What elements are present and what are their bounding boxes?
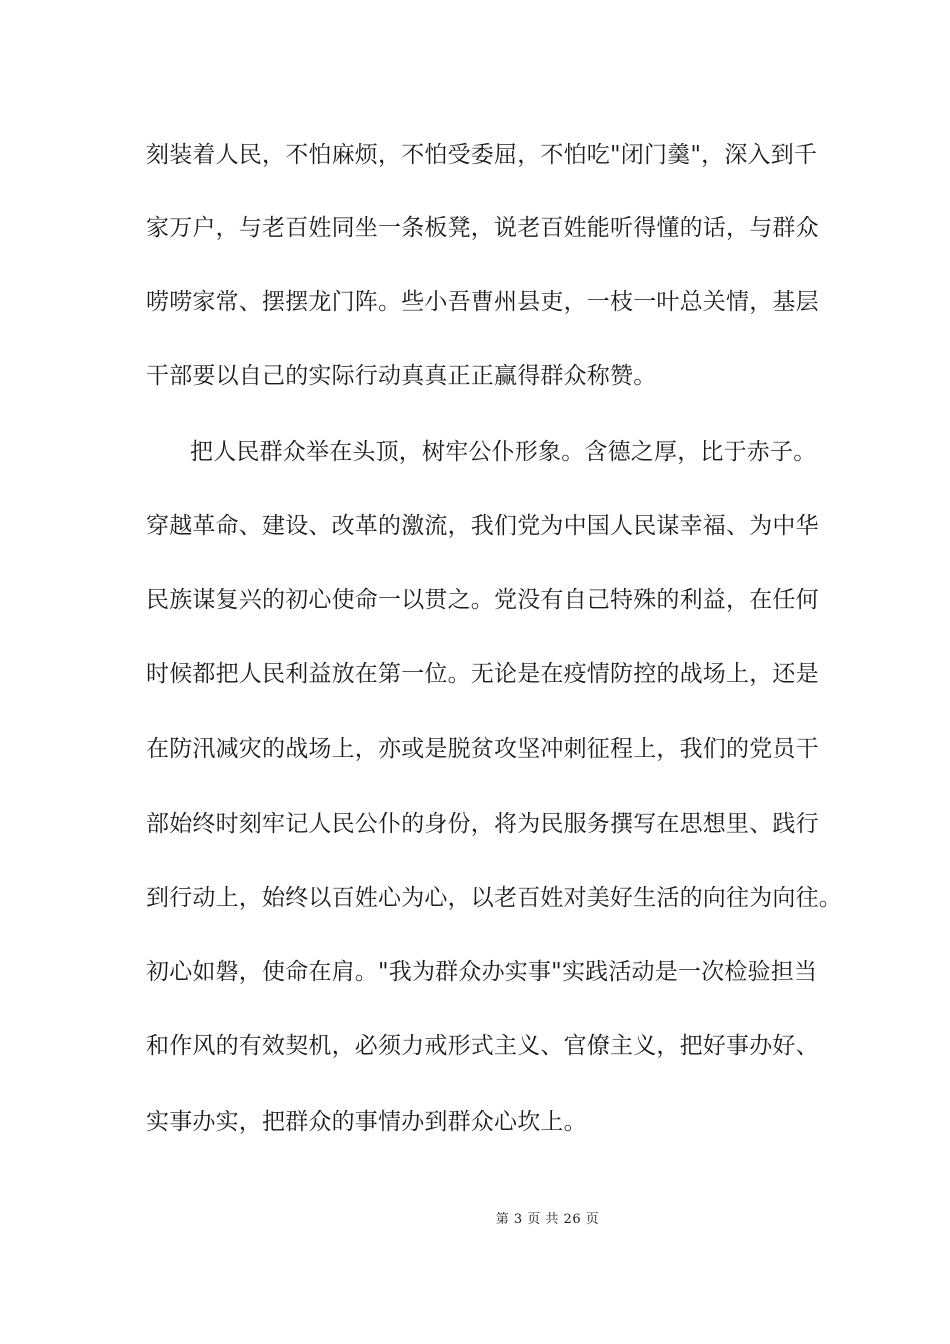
text-line: 干部要以自己的实际行动真真正正赢得群众称赞。 — [146, 363, 657, 389]
text-line: 家万户，与老百姓同坐一条板凳，说老百姓能听得懂的话，与群众 — [146, 215, 819, 241]
text-line: 唠唠家常、摆摆龙门阵。些小吾曹州县吏，一枝一叶总关情，基层 — [146, 289, 819, 315]
text-line: 在防汛减灾的战场上，亦或是脱贫攻坚冲刺征程上，我们的党员干 — [146, 736, 819, 762]
text-line: 部始终时刻牢记人民公仆的身份，将为民服务撰写在思想里、践行 — [146, 811, 819, 837]
text-line: 时候都把人民利益放在第一位。无论是在疫情防控的战场上，还是 — [146, 661, 819, 687]
page-number-footer: 第 3 页 共 26 页 — [495, 1212, 600, 1227]
text-line: 穿越革命、建设、改革的激流，我们党为中国人民谋幸福、为中华 — [146, 513, 819, 539]
text-line: 和作风的有效契机，必须力戒形式主义、官僚主义，把好事办好、 — [146, 1033, 819, 1059]
text-line: 刻装着人民，不怕麻烦，不怕受委屈，不怕吃"闭门羹"，深入到千 — [146, 142, 818, 168]
text-line: 初心如磐，使命在肩。"我为群众办实事"实践活动是一次检验担当 — [146, 959, 818, 985]
paragraph-first-line: 把人民群众举在头顶，树牢公仆形象。含德之厚，比于赤子。 — [190, 439, 817, 465]
text-line: 民族谋复兴的初心使命一以贯之。党没有自己特殊的利益，在任何 — [146, 587, 819, 613]
text-line: 实事办实，把群众的事情办到群众心坎上。 — [146, 1109, 587, 1135]
text-line: 到行动上，始终以百姓心为心，以老百姓对美好生活的向往为向往。 — [146, 885, 842, 911]
